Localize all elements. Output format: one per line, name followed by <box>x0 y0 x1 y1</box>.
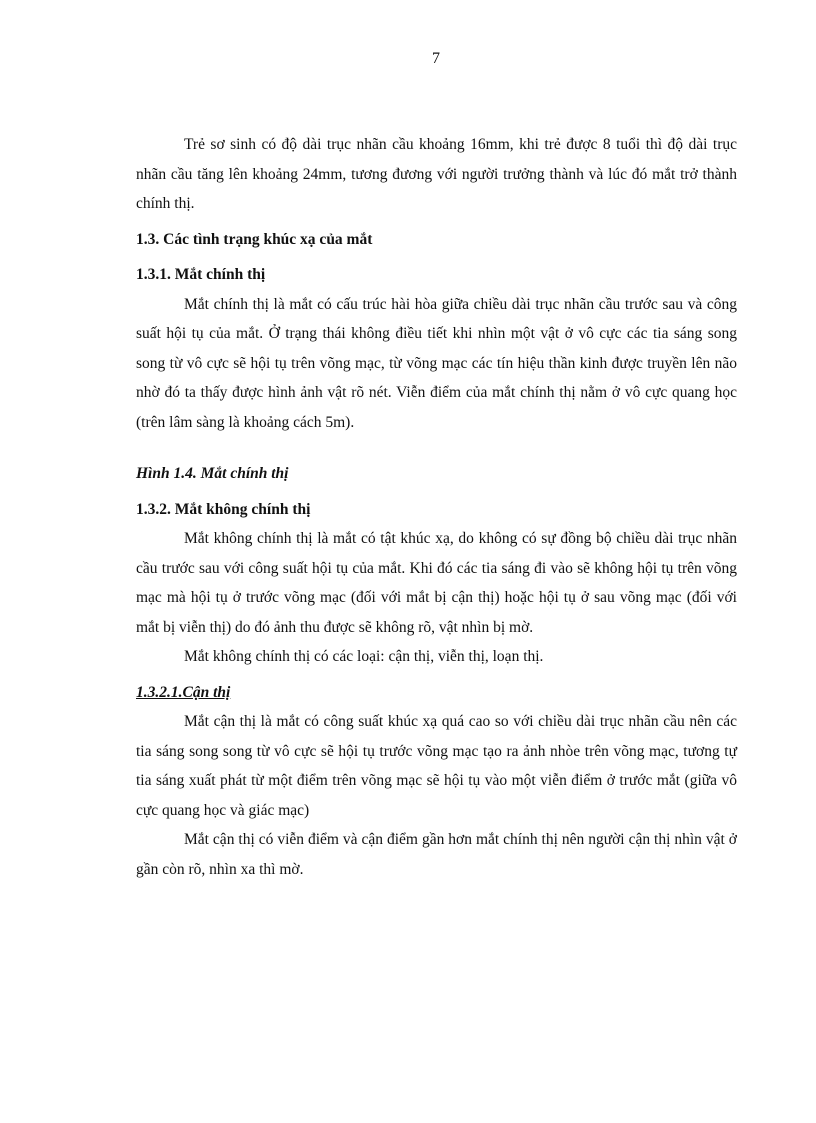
paragraph-myopia: Mắt cận thị là mắt có công suất khúc xạ quá cao so với chiều dài trục nhãn cầu nên các tia sáng song song từ vô cực sẽ hội tụ trước võng mạc tạo ra ảnh nhòe trên võng mạc, tương tự tia sáng xuất phát từ một điểm trên võng mạc sẽ hội tụ vào một viễn điểm ở trước mắt (giữa vô cực quang học và giác mạc) <box>136 713 737 819</box>
heading-1-3: 1.3. Các tình trạng khúc xạ của mắt <box>136 230 373 248</box>
paragraph-emmetropia: Mắt chính thị là mắt có cấu trúc hài hòa giữa chiều dài trục nhãn cầu trước sau và công suất hội tụ của mắt. Ở trạng thái không điều tiết khi nhìn một vật ở vô cực các tia sáng song song từ vô cực sẽ hội tụ trên võng mạc, từ võng mạc các tín hiệu thần kinh được truyền lên não nhờ đó ta thấy được hình ảnh vật rõ nét. Viễn điểm của mắt chính thị nằm ở vô cực quang học (trên lâm sàng là khoảng cách 5m). <box>136 295 737 431</box>
paragraph-myopia-points: Mắt cận thị có viễn điểm và cận điểm gần hơn mắt chính thị nên người cận thị nhìn vật ở gần còn rõ, nhìn xa thì mờ. <box>136 831 737 878</box>
paragraph-ametropia: Mắt không chính thị là mắt có tật khúc xạ, do không có sự đồng bộ chiều dài trục nhãn cầu trước sau với công suất hội tụ của mắt. Khi đó các tia sáng đi vào sẽ không hội tụ trên võng mạc mà hội tụ ở trước võng mạc (đối với mắt bị cận thị) hoặc hội tụ ở sau võng mạc (đối với mắt bị viễn thị) do đó ảnh thu được sẽ không rõ, vật nhìn bị mờ. <box>136 530 737 636</box>
paragraph-newborn-eye: Trẻ sơ sinh có độ dài trục nhãn cầu khoảng 16mm, khi trẻ được 8 tuổi thì độ dài trục nhãn cầu tăng lên khoảng 24mm, tương đương với người trưởng thành và lúc đó mắt trở thành chính thị. <box>136 136 737 212</box>
page-number: 7 <box>432 50 440 67</box>
figure-caption: Hình 1.4. Mắt chính thị <box>136 465 289 482</box>
page-content <box>136 130 737 884</box>
heading-1-3-2-1 <box>136 678 737 708</box>
paragraph-ametropia-types: Mắt không chính thị có các loại: cận thị, viễn thị, loạn thị. <box>184 648 544 665</box>
heading-1-3-2: 1.3.2. Mắt không chính thị <box>136 500 311 518</box>
heading-1-3-2-1-text: 1.3.2.1.Cận thị <box>136 683 231 701</box>
heading-1-3-1: 1.3.1. Mắt chính thị <box>136 266 266 283</box>
